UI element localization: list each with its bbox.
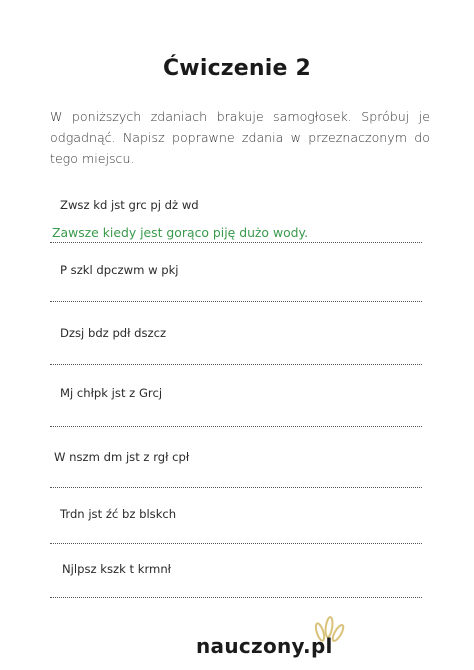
exercise-prompt: Zwsz kd jst grc pj dż wd xyxy=(60,198,199,212)
exercise-answer[interactable]: Zawsze kiedy jest gorąco piję dużo wody. xyxy=(52,225,309,240)
exercise-prompt: Dzsj bdz pdł dszcz xyxy=(60,326,167,340)
nauczony-logo xyxy=(196,612,356,666)
exercise-4 xyxy=(50,386,422,400)
exercise-2 xyxy=(50,263,422,277)
answer-line[interactable] xyxy=(50,487,422,488)
answer-line[interactable] xyxy=(50,426,422,427)
exercise-1 xyxy=(50,198,422,240)
answer-line[interactable] xyxy=(50,597,422,598)
answer-line[interactable] xyxy=(50,242,422,243)
exercise-prompt: P szkl dpczwm w pkj xyxy=(60,263,179,277)
exercise-3 xyxy=(50,326,422,340)
exercise-prompt: Trdn jst źć bz blskch xyxy=(60,507,177,521)
exercise-prompt: W nszm dm jst z rgł cpł xyxy=(54,450,190,464)
exercise-prompt: Mj chłpk jst z Grcj xyxy=(60,386,163,400)
logo-text: nauczony.pl xyxy=(196,634,333,658)
exercise-5 xyxy=(50,450,422,464)
exercise-6 xyxy=(50,507,422,521)
answer-line[interactable] xyxy=(50,543,422,544)
answer-line[interactable] xyxy=(50,301,422,302)
answer-line[interactable] xyxy=(50,364,422,365)
instructions: W poniższych zdaniach brakuje samogłosek. Spróbuj je odgadnąć. Napisz poprawne zdania w przeznaczonym do tego miejscu. xyxy=(50,109,430,166)
exercise-prompt: Njlpsz kszk t krmnł xyxy=(62,562,171,576)
exercise-7 xyxy=(50,562,422,576)
page-title: Ćwiczenie 2 xyxy=(162,56,312,81)
